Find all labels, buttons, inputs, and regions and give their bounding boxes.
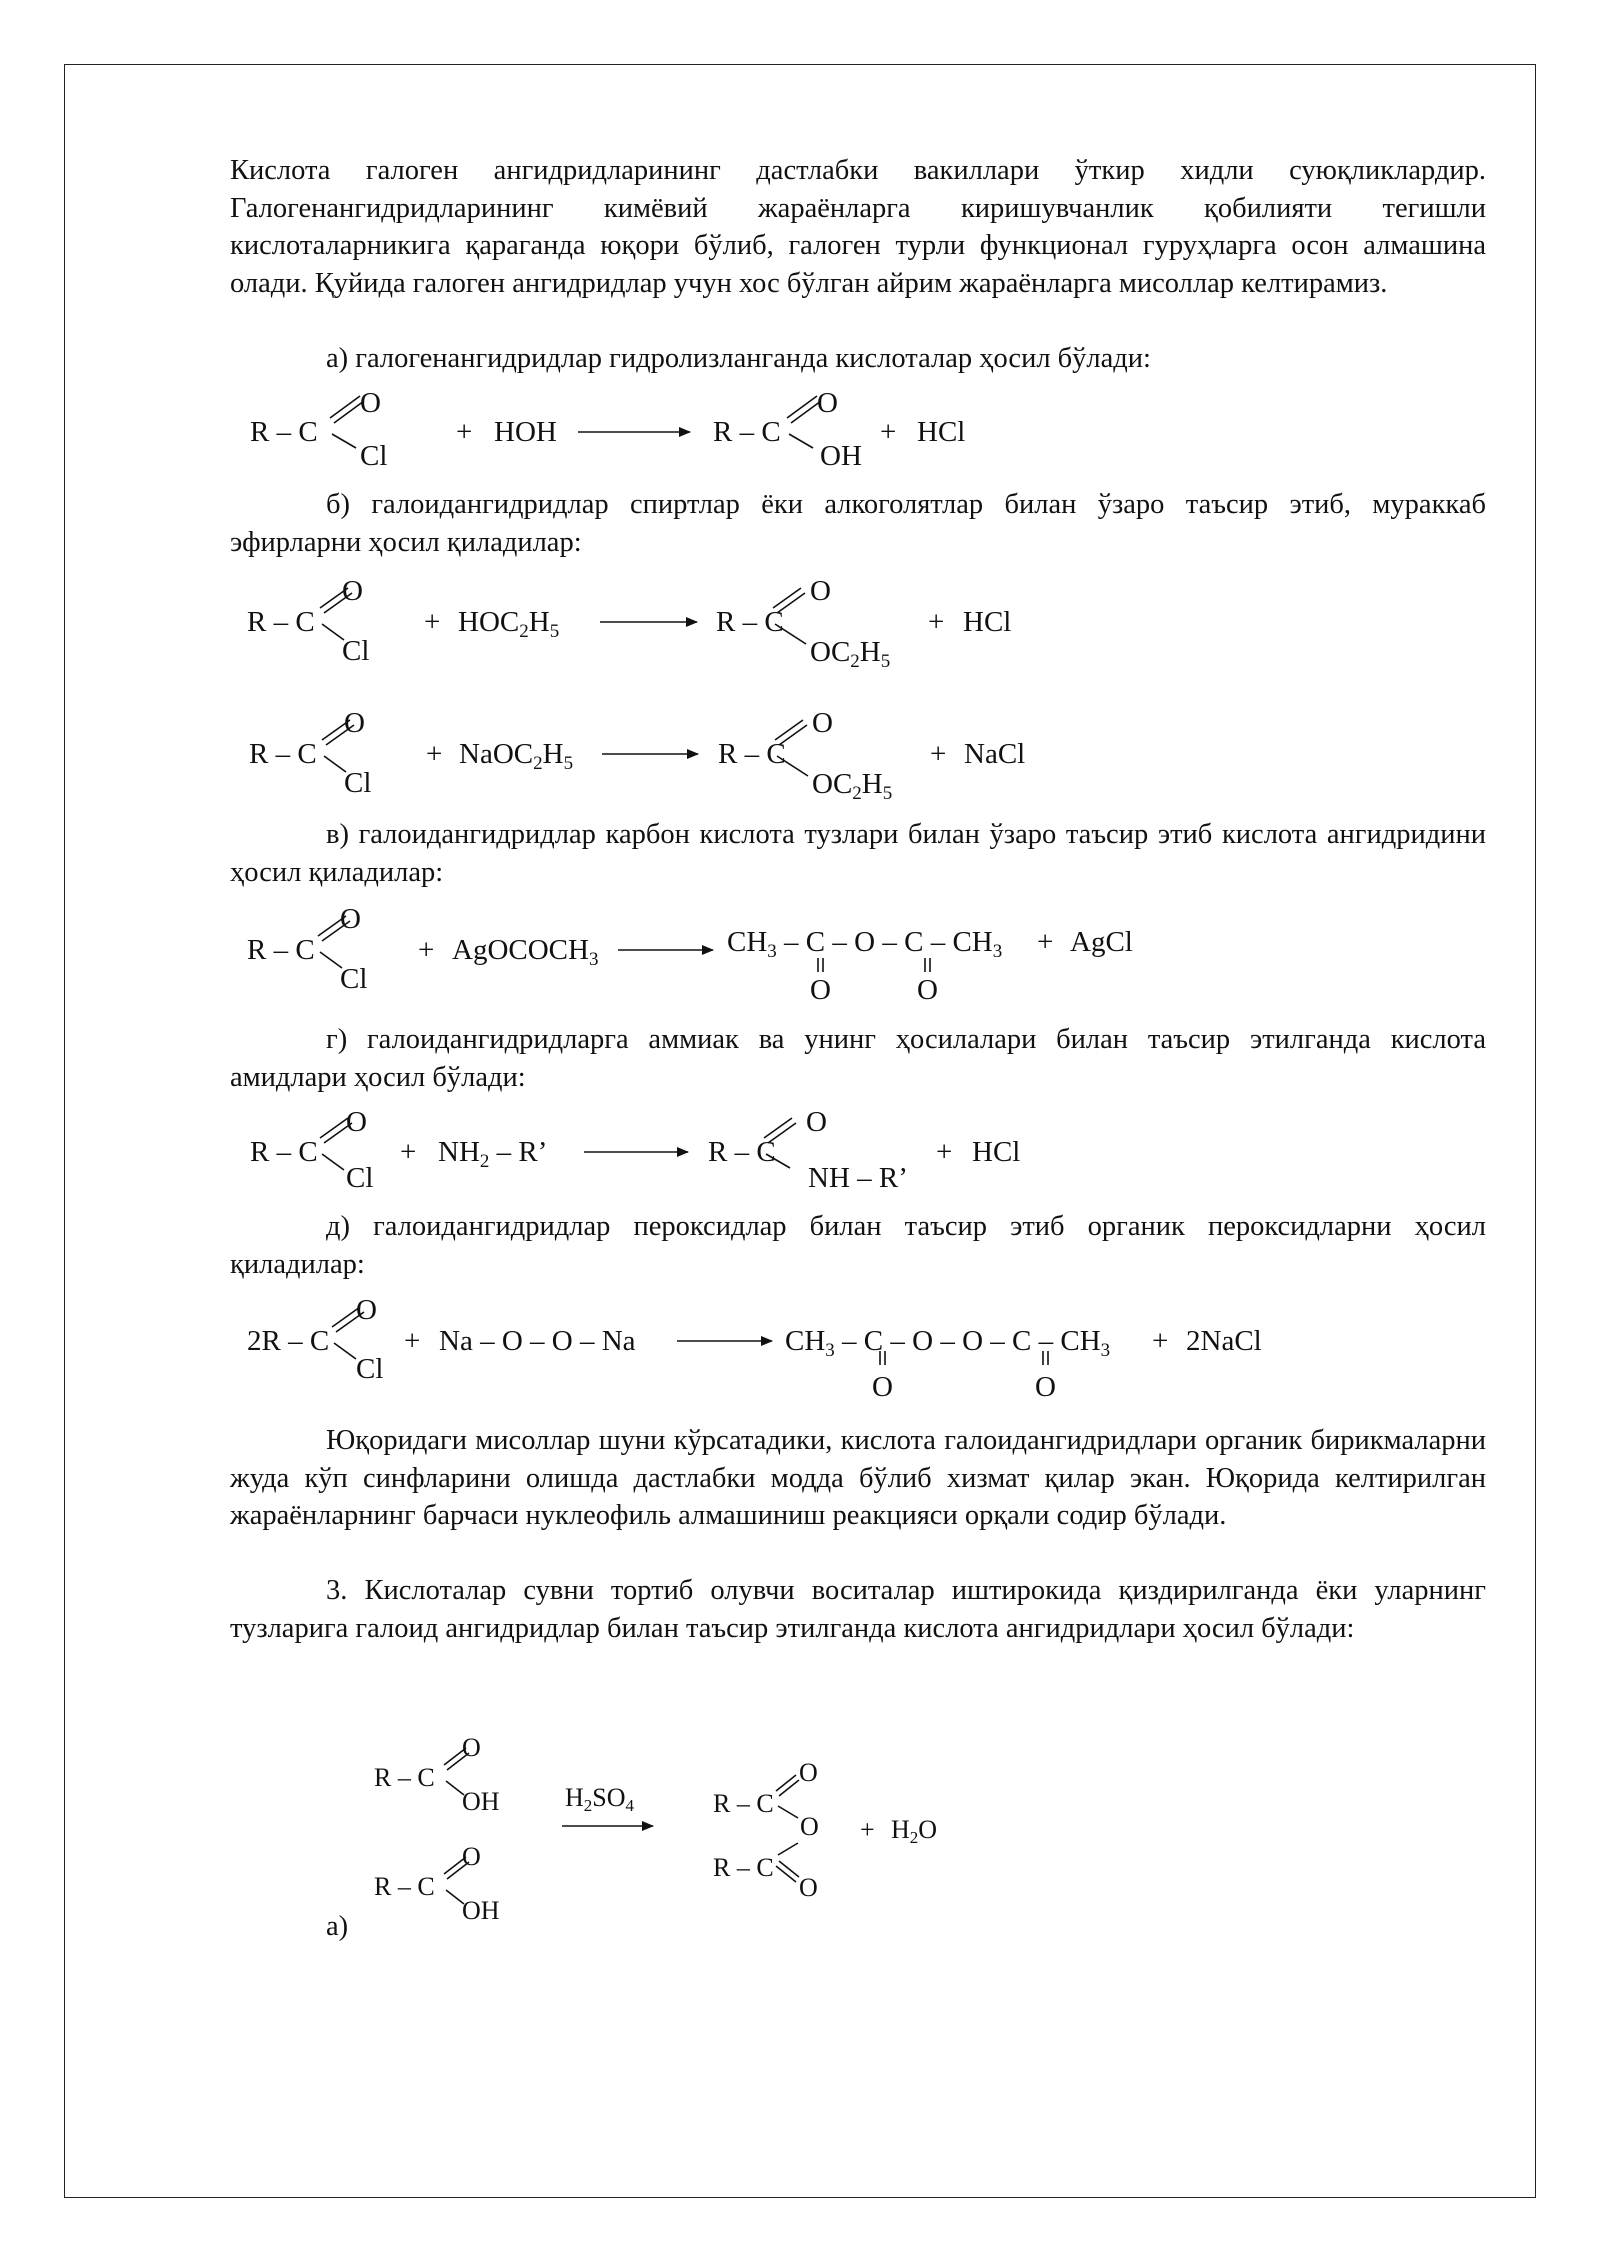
label-a: а) xyxy=(326,1911,349,1942)
eq4-rc: R – C xyxy=(247,934,315,966)
eq3-naoc2h5: $NaOC_2H_5$ xyxy=(459,738,574,774)
eq7-acid2-o: O xyxy=(462,1842,481,1871)
eq6-plus2: + xyxy=(1152,1325,1169,1357)
eq6-carbonyl-o1: O xyxy=(872,1371,893,1403)
eq7-anh-o-top: O xyxy=(799,1758,818,1787)
eq7-acid1-rc: R – C xyxy=(374,1763,435,1792)
eq3-o: O xyxy=(344,707,365,739)
eq1-cl: Cl xyxy=(360,440,388,472)
paragraph-b-text: б) галоидангидридлар спиртлар ёки алкоголятлар билан ўзаро таъсир этиб, мураккаб эфирларни ҳосил қиладилар: xyxy=(230,489,1486,558)
eq5-hcl: HCl xyxy=(972,1136,1021,1168)
eq3-oc2h5: $OC_2H_5$ xyxy=(812,768,893,804)
eq4-cl: Cl xyxy=(340,963,368,995)
eq3-rc: R – C xyxy=(249,738,317,770)
eq4-agococh3: AgOCOCH$_3$ xyxy=(452,934,599,970)
eq1-hoh: HOH xyxy=(494,416,557,448)
eq1-plus2: + xyxy=(880,416,897,448)
eq6-cl: Cl xyxy=(356,1353,384,1385)
eq6-carbonyl-o2: O xyxy=(1035,1371,1056,1403)
eq5-rc-product: R – C xyxy=(708,1136,776,1168)
paragraph-three-text: 3. Кислоталар сувни тортиб олувчи воситалар иштирокида қиздирилганда ёки уларнинг тузларига галоид ангидридлар билан таъсир этилганда кислота ангидридлари ҳосил бўлади: xyxy=(230,1575,1486,1644)
paragraph-a-text: а) галогенангидридлар гидролизланганда кислоталар ҳосил бўлади: xyxy=(326,343,1151,374)
eq3-nacl: NaCl xyxy=(964,738,1026,770)
eq1-o-product: O xyxy=(817,387,838,419)
eq4-carbonyl-o1: O xyxy=(810,974,831,1006)
eq5-nh2r: $NH_2$ – R’ xyxy=(438,1136,548,1172)
eq7-anh-rc1: R – C xyxy=(713,1789,774,1818)
eq4-o: O xyxy=(340,903,361,935)
eq6-naoona: Na – O – O – Na xyxy=(439,1325,636,1357)
eq1-oh: OH xyxy=(820,440,862,472)
eq6-plus: + xyxy=(404,1325,421,1357)
eq3-plus2: + xyxy=(930,738,947,770)
eq4-agcl: AgCl xyxy=(1070,926,1133,958)
eq1-rc: R – C xyxy=(250,416,318,448)
eq7-h2so4: $H_2SO_4$ xyxy=(565,1783,635,1815)
paragraph-d-text: д) галоидангидридлар пероксидлар билан таъсир этиб органик пероксидларни ҳосил қиладилар: xyxy=(230,1211,1486,1280)
eq5-o-product: O xyxy=(806,1106,827,1138)
eq7-h2o: $H_2O$ xyxy=(891,1815,938,1847)
eq2-plus2: + xyxy=(928,606,945,638)
eq5-plus2: + xyxy=(936,1136,953,1168)
eq3-cl: Cl xyxy=(344,767,372,799)
eq6-product-chain: $CH_3$ – C – O – O – C – $CH_3$ xyxy=(785,1325,1111,1361)
eq7-acid1-oh: OH xyxy=(462,1787,500,1816)
eq2-cl: Cl xyxy=(342,635,370,667)
eq3-rc-product: R – C xyxy=(718,738,786,770)
eq2-rc-product: R – C xyxy=(716,606,784,638)
eq4-plus: + xyxy=(418,934,435,966)
eq2-hcl: HCl xyxy=(963,606,1012,638)
eq7-anh-o-bridge: O xyxy=(800,1812,819,1841)
eq2-plus: + xyxy=(424,606,441,638)
eq1-rc-product: R – C xyxy=(713,416,781,448)
eq2-hoc2h5: $HOC_2H_5$ xyxy=(458,606,560,642)
eq3-plus: + xyxy=(426,738,443,770)
eq1-hcl: HCl xyxy=(917,416,966,448)
eq4-plus2: + xyxy=(1037,926,1054,958)
eq2-oc2h5: $OC_2H_5$ xyxy=(810,636,891,672)
eq5-cl: Cl xyxy=(346,1162,374,1194)
eq7-acid1-o: O xyxy=(462,1733,481,1762)
eq5-rc: R – C xyxy=(250,1136,318,1168)
eq5-plus: + xyxy=(400,1136,417,1168)
eq7-anh-rc2: R – C xyxy=(713,1853,774,1882)
eq7-acid2-oh: OH xyxy=(462,1896,500,1925)
eq6-o: O xyxy=(356,1294,377,1326)
eq2-o-product: O xyxy=(810,575,831,607)
paragraph-g-text: г) галоидангидридларга аммиак ва унинг ҳосилалари билан таъсир этилганда кислота амидлари ҳосил бўлади: xyxy=(230,1024,1486,1093)
paragraph-intro: Кислота галоген ангидридларининг дастлабки вакиллари ўткир хидли суюқликлардир. Галогенангидридларининг кимёвий жараёнларга киришувчанлик қобилияти тегишли кислоталарникига қараганда юқори бўлиб, галоген турли функционал гуруҳларга осон алмашина олади. Қуйида галоген ангидридлар учун хос бўлган айрим жараёнларга мисоллар келтирамиз. xyxy=(230,155,1486,299)
eq2-o: O xyxy=(342,575,363,607)
eq4-carbonyl-o2: O xyxy=(917,974,938,1006)
eq4-product-chain: $CH_3$ – C – O – C – $CH_3$ xyxy=(727,926,1003,962)
eq6-2nacl: 2NaCl xyxy=(1186,1325,1262,1357)
eq2-rc: R – C xyxy=(247,606,315,638)
eq5-nhr: NH – R’ xyxy=(808,1162,908,1194)
eq6-2rc: 2R – C xyxy=(247,1325,330,1357)
paragraph-v-text: в) галоидангидридлар карбон кислота тузлари билан ўзаро таъсир этиб кислота ангидридини ҳосил қиладилар: xyxy=(230,819,1486,888)
eq1-o: O xyxy=(360,387,381,419)
eq7-acid2-rc: R – C xyxy=(374,1872,435,1901)
paragraph-conclusion-text: Юқоридаги мисоллар шуни кўрсатадики, кислота галоидангидридлари органик бирикмаларни жуда кўп синфларини олишда дастлабки модда бўлиб хизмат қилар экан. Юқорида келтирилган жараёнларнинг барчаси нуклеофиль алмашиниш реакцияси орқали содир бўлади. xyxy=(230,1425,1486,1531)
eq5-o: O xyxy=(346,1106,367,1138)
eq3-o-product: O xyxy=(812,707,833,739)
eq7-anh-o-bottom: O xyxy=(799,1873,818,1902)
eq7-plus: + xyxy=(860,1815,875,1844)
eq1-plus: + xyxy=(456,416,473,448)
